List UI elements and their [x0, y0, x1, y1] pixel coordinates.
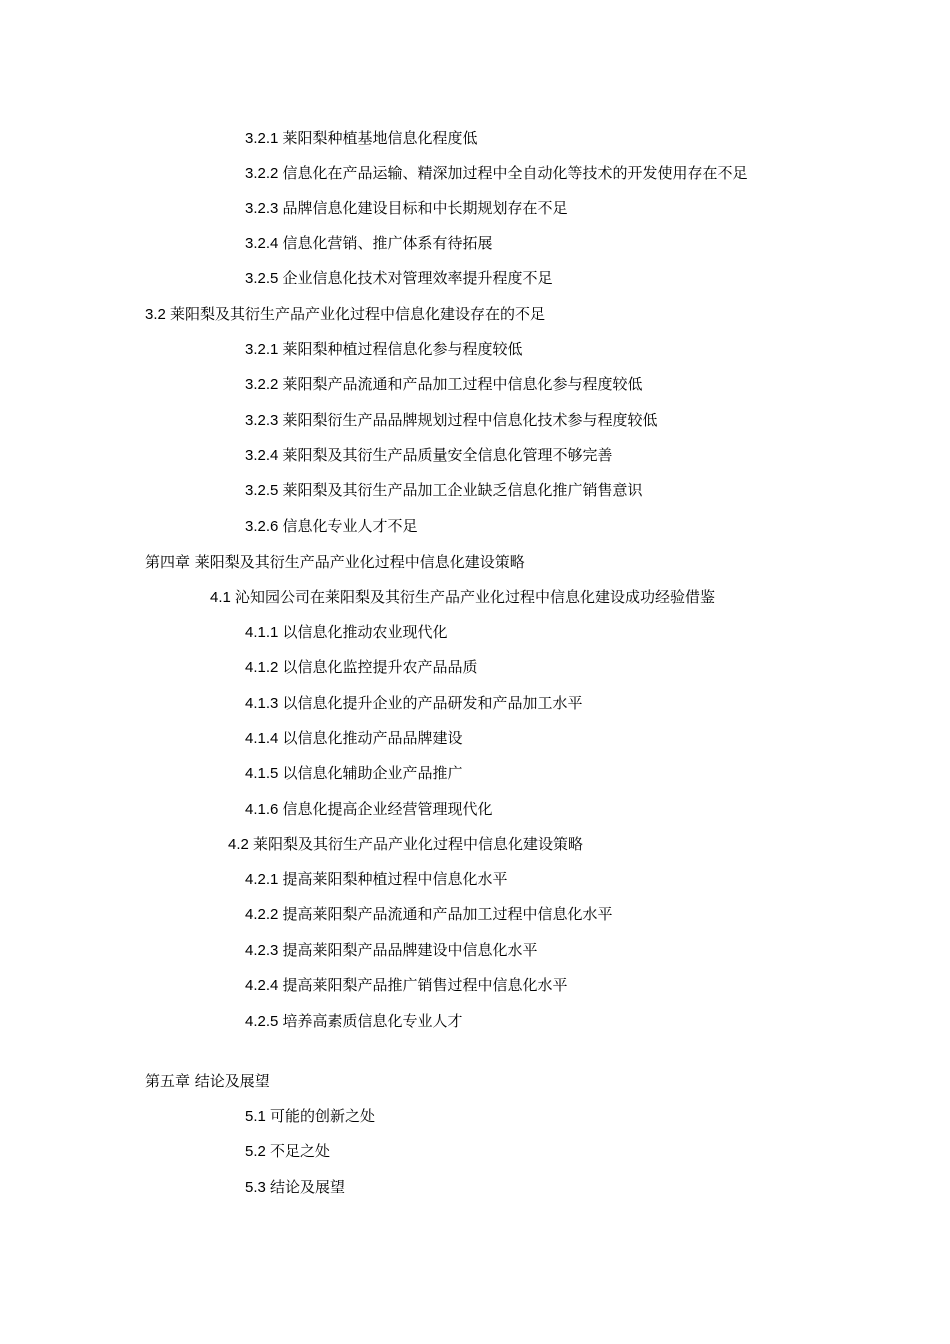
toc-title: 莱阳梨产品流通和产品加工过程中信息化参与程度较低 [282, 375, 643, 393]
toc-number: 4.2.4 [245, 977, 283, 994]
toc-number: 3.2.5 [245, 482, 283, 499]
toc-entry [245, 799, 493, 819]
toc-number: 3.2.1 [245, 130, 283, 147]
toc-number: 4.1.4 [245, 730, 283, 747]
toc-number: 3.2.1 [245, 341, 283, 358]
toc-number: 4.2.2 [245, 906, 283, 923]
toc-number: 4.2.3 [245, 942, 283, 959]
toc-entry [245, 339, 523, 359]
toc-number: 5.3 [245, 1179, 271, 1196]
toc-title: 提高莱阳梨产品推广销售过程中信息化水平 [282, 976, 568, 994]
toc-entry [245, 657, 478, 677]
toc-title: 企业信息化技术对管理效率提升程度不足 [282, 269, 553, 287]
toc-title: 提高莱阳梨种植过程中信息化水平 [282, 870, 508, 888]
toc-entry [245, 410, 658, 430]
toc-title: 提高莱阳梨产品品牌建设中信息化水平 [282, 941, 538, 959]
toc-number: 3.2.6 [245, 518, 283, 535]
toc-entry [245, 1177, 345, 1197]
toc-entry [245, 975, 568, 995]
toc-title: 品牌信息化建设目标和中长期规划存在不足 [282, 199, 568, 217]
toc-title: 信息化专业人才不足 [282, 517, 418, 535]
toc-number: 4.1.5 [245, 765, 283, 782]
toc-number: 3.2.4 [245, 447, 283, 464]
toc-title: 第五章 结论及展望 [145, 1072, 270, 1090]
toc-entry [245, 374, 643, 394]
toc-title: 沁知园公司在莱阳梨及其衍生产品产业化过程中信息化建设成功经验借鉴 [235, 588, 716, 606]
toc-number: 3.2.2 [245, 165, 283, 182]
toc-title: 莱阳梨及其衍生产品产业化过程中信息化建设策略 [253, 835, 584, 853]
toc-title: 以信息化提升企业的产品研发和产品加工水平 [282, 694, 583, 712]
toc-entry [245, 480, 643, 500]
toc-entry-section [145, 304, 545, 324]
toc-number: 4.1.3 [245, 695, 283, 712]
toc-number: 3.2.3 [245, 200, 283, 217]
toc-entry [245, 128, 478, 148]
toc-title: 培养高素质信息化专业人才 [282, 1012, 463, 1030]
toc-title: 莱阳梨种植过程信息化参与程度较低 [282, 340, 523, 358]
toc-title: 莱阳梨种植基地信息化程度低 [282, 129, 478, 147]
toc-entry [245, 445, 613, 465]
toc-entry-chapter [145, 1071, 270, 1091]
toc-entry [245, 516, 418, 536]
toc-number: 4.2 [228, 836, 254, 853]
toc-number: 4.1 [210, 589, 236, 606]
toc-title: 莱阳梨衍生产品品牌规划过程中信息化技术参与程度较低 [282, 411, 658, 429]
toc-number: 3.2.4 [245, 235, 283, 252]
toc-entry [245, 163, 748, 183]
toc-number: 3.2 [145, 306, 171, 323]
toc-title: 不足之处 [270, 1142, 331, 1160]
toc-entry [245, 268, 553, 288]
toc-number: 3.2.3 [245, 412, 283, 429]
toc-title: 信息化营销、推广体系有待拓展 [282, 234, 493, 252]
toc-title: 结论及展望 [270, 1178, 346, 1196]
toc-number: 3.2.2 [245, 376, 283, 393]
toc-number: 4.2.5 [245, 1013, 283, 1030]
toc-title: 莱阳梨及其衍生产品产业化过程中信息化建设存在的不足 [170, 305, 546, 323]
toc-entry [245, 1011, 463, 1031]
toc-entry-section [210, 587, 715, 607]
toc-entry [245, 198, 568, 218]
toc-entry [245, 940, 538, 960]
toc-entry [245, 1106, 375, 1126]
toc-title: 以信息化推动农业现代化 [282, 623, 448, 641]
toc-title: 以信息化辅助企业产品推广 [282, 764, 463, 782]
toc-title: 信息化在产品运输、精深加过程中全自动化等技术的开发使用存在不足 [282, 164, 748, 182]
toc-number: 4.1.2 [245, 659, 283, 676]
toc-title: 莱阳梨及其衍生产品加工企业缺乏信息化推广销售意识 [282, 481, 643, 499]
toc-title: 以信息化推动产品品牌建设 [282, 729, 463, 747]
toc-title: 第四章 莱阳梨及其衍生产品产业化过程中信息化建设策略 [145, 553, 525, 571]
toc-entry [245, 233, 493, 253]
toc-number: 4.1.6 [245, 801, 283, 818]
toc-number: 3.2.5 [245, 270, 283, 287]
toc-title: 提高莱阳梨产品流通和产品加工过程中信息化水平 [282, 905, 613, 923]
toc-entry [245, 869, 508, 889]
toc-title: 以信息化监控提升农产品品质 [282, 658, 478, 676]
toc-number: 4.2.1 [245, 871, 283, 888]
toc-entry [245, 904, 613, 924]
toc-entry [245, 763, 463, 783]
toc-entry-section [228, 834, 583, 854]
toc-entry-chapter [145, 552, 525, 572]
toc-entry [245, 1141, 330, 1161]
toc-number: 4.1.1 [245, 624, 283, 641]
toc-title: 信息化提高企业经营管理现代化 [282, 800, 493, 818]
toc-title: 莱阳梨及其衍生产品质量安全信息化管理不够完善 [282, 446, 613, 464]
toc-number: 5.1 [245, 1108, 271, 1125]
toc-entry [245, 693, 583, 713]
toc-entry [245, 622, 448, 642]
toc-title: 可能的创新之处 [270, 1107, 376, 1125]
toc-entry [245, 728, 463, 748]
toc-number: 5.2 [245, 1143, 271, 1160]
